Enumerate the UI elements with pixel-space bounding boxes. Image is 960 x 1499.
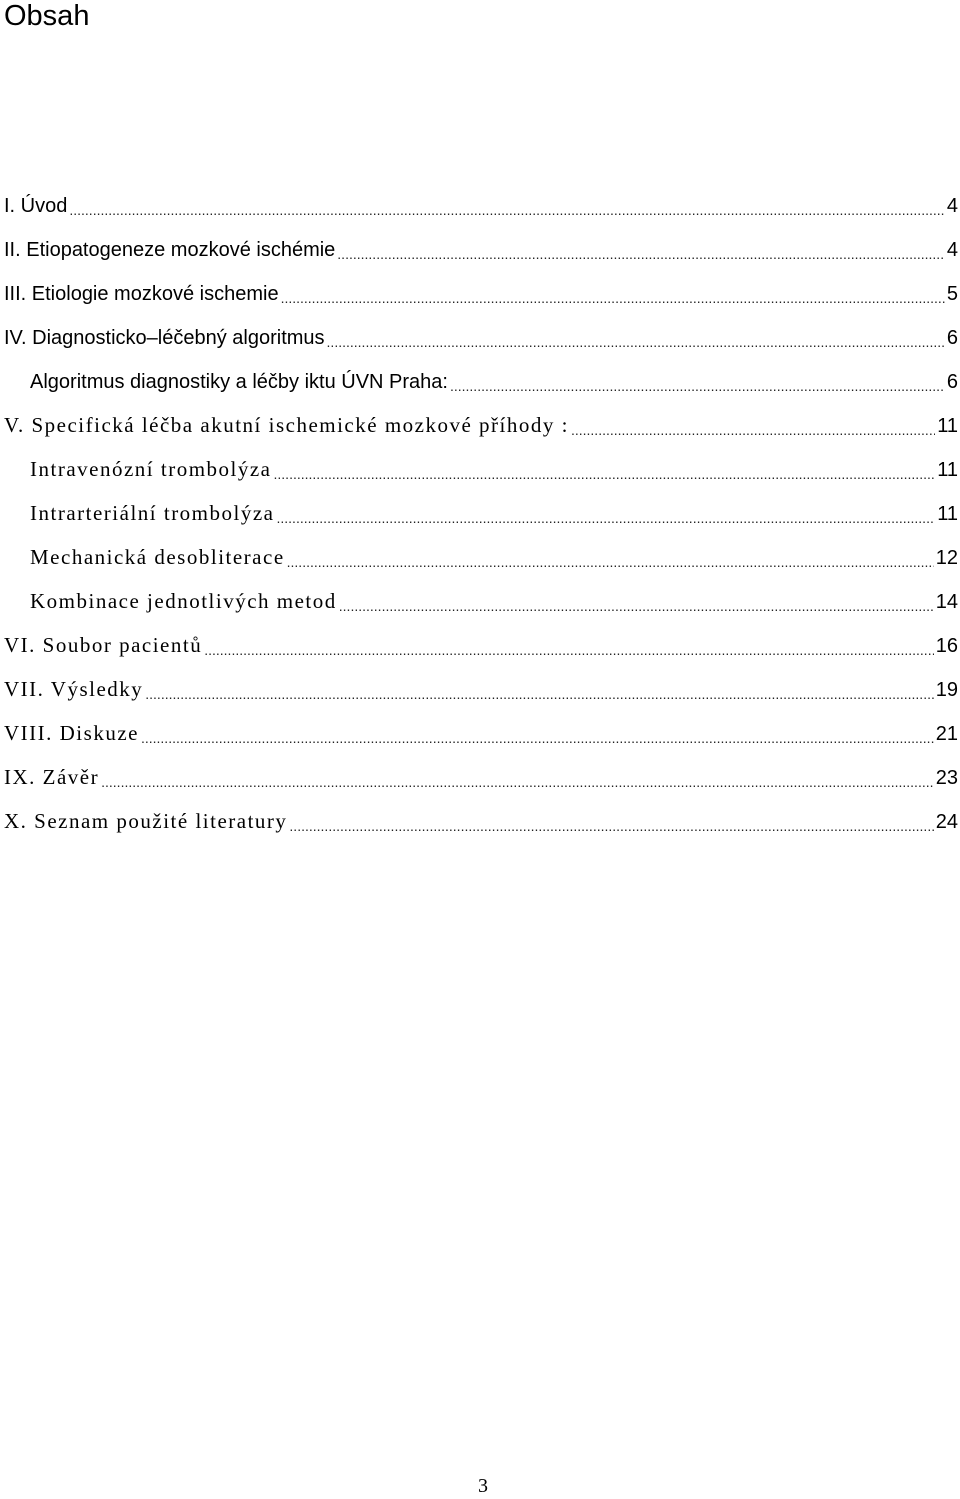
toc-entry-uvod[interactable] bbox=[4, 190, 960, 218]
toc-entry-title: X. Seznam použité literatury bbox=[4, 809, 288, 833]
toc-entry-page: 6 bbox=[946, 371, 958, 393]
toc-entry-page: 4 bbox=[946, 239, 958, 261]
toc-entry-title: II. Etiopatogeneze mozkové ischémie bbox=[4, 239, 336, 261]
toc-entry-page: 16 bbox=[935, 635, 958, 657]
toc-dot-leader bbox=[101, 767, 934, 790]
toc-dot-leader bbox=[281, 284, 945, 306]
toc-entry-kombinace[interactable] bbox=[30, 586, 960, 614]
toc-entry-title: IV. Diagnosticko–léčebný algoritmus bbox=[4, 327, 325, 349]
toc-entry-page: 4 bbox=[946, 195, 958, 217]
toc-entry-mechanicka[interactable] bbox=[30, 542, 960, 570]
toc-entry-page: 21 bbox=[935, 723, 958, 745]
toc-dot-leader bbox=[141, 723, 934, 746]
toc-entry-etiologie[interactable] bbox=[4, 278, 960, 306]
toc-entry-intravenozni[interactable] bbox=[30, 454, 960, 482]
toc-entry-page: 11 bbox=[937, 415, 958, 437]
toc-entry-vysledky[interactable] bbox=[4, 674, 960, 702]
toc-entry-title: V. Specifická léčba akutní ischemické mozkové příhody : bbox=[4, 413, 569, 437]
toc-dot-leader bbox=[69, 196, 945, 218]
page-title: Obsah bbox=[4, 0, 90, 32]
toc-dot-leader bbox=[571, 415, 935, 438]
toc-entry-title: VIII. Diskuze bbox=[4, 721, 139, 745]
toc-entry-page: 24 bbox=[935, 811, 958, 833]
toc-entry-page: 5 bbox=[946, 283, 958, 305]
toc-entry-title: Mechanická desobliterace bbox=[30, 545, 285, 569]
toc-entry-title: Kombinace jednotlivých metod bbox=[30, 589, 337, 613]
toc-entry-page: 11 bbox=[937, 459, 958, 481]
toc-entry-title: Intrarteriální trombolýza bbox=[30, 501, 275, 525]
toc-entry-page: 12 bbox=[935, 547, 958, 569]
toc-dot-leader bbox=[274, 459, 936, 482]
toc-entry-zaver[interactable] bbox=[4, 762, 960, 790]
toc-entry-title: Intravenózní trombolýza bbox=[30, 457, 272, 481]
toc-entry-page: 6 bbox=[946, 327, 958, 349]
toc-dot-leader bbox=[289, 811, 933, 834]
toc-dot-leader bbox=[277, 503, 936, 526]
toc-entry-title: VI. Soubor pacientů bbox=[4, 633, 203, 657]
toc-entry-page: 14 bbox=[935, 591, 958, 613]
toc-dot-leader bbox=[145, 679, 933, 702]
toc-entry-soubor-pacientu[interactable] bbox=[4, 630, 960, 658]
toc-dot-leader bbox=[204, 635, 934, 658]
toc-entry-page: 19 bbox=[935, 679, 958, 701]
toc-dot-leader bbox=[287, 547, 934, 570]
toc-dot-leader bbox=[327, 328, 945, 350]
toc-entry-seznam-literatury[interactable] bbox=[4, 806, 960, 834]
toc-entry-title: IX. Závěr bbox=[4, 765, 100, 789]
toc-dot-leader bbox=[450, 372, 945, 394]
toc-entry-page: 23 bbox=[935, 767, 958, 789]
toc-entry-etiopatogeneze[interactable] bbox=[4, 234, 960, 262]
toc-entry-diagnosticko[interactable] bbox=[4, 322, 960, 350]
toc-entry-intrarterialni[interactable] bbox=[30, 498, 960, 526]
toc-entry-specificka-lecba[interactable] bbox=[4, 410, 960, 438]
toc-entry-page: 11 bbox=[937, 503, 958, 525]
toc-dot-leader bbox=[337, 240, 945, 262]
toc-entry-title: I. Úvod bbox=[4, 195, 68, 217]
toc-entry-title: Algoritmus diagnostiky a léčby iktu ÚVN Praha: bbox=[30, 371, 448, 393]
toc-entry-algoritmus[interactable] bbox=[30, 366, 960, 394]
page-number: 3 bbox=[478, 1475, 488, 1497]
toc-entry-title: III. Etiologie mozkové ischemie bbox=[4, 283, 279, 305]
toc-entry-title: VII. Výsledky bbox=[4, 677, 144, 701]
toc-dot-leader bbox=[339, 591, 934, 614]
toc-entry-diskuze[interactable] bbox=[4, 718, 960, 746]
